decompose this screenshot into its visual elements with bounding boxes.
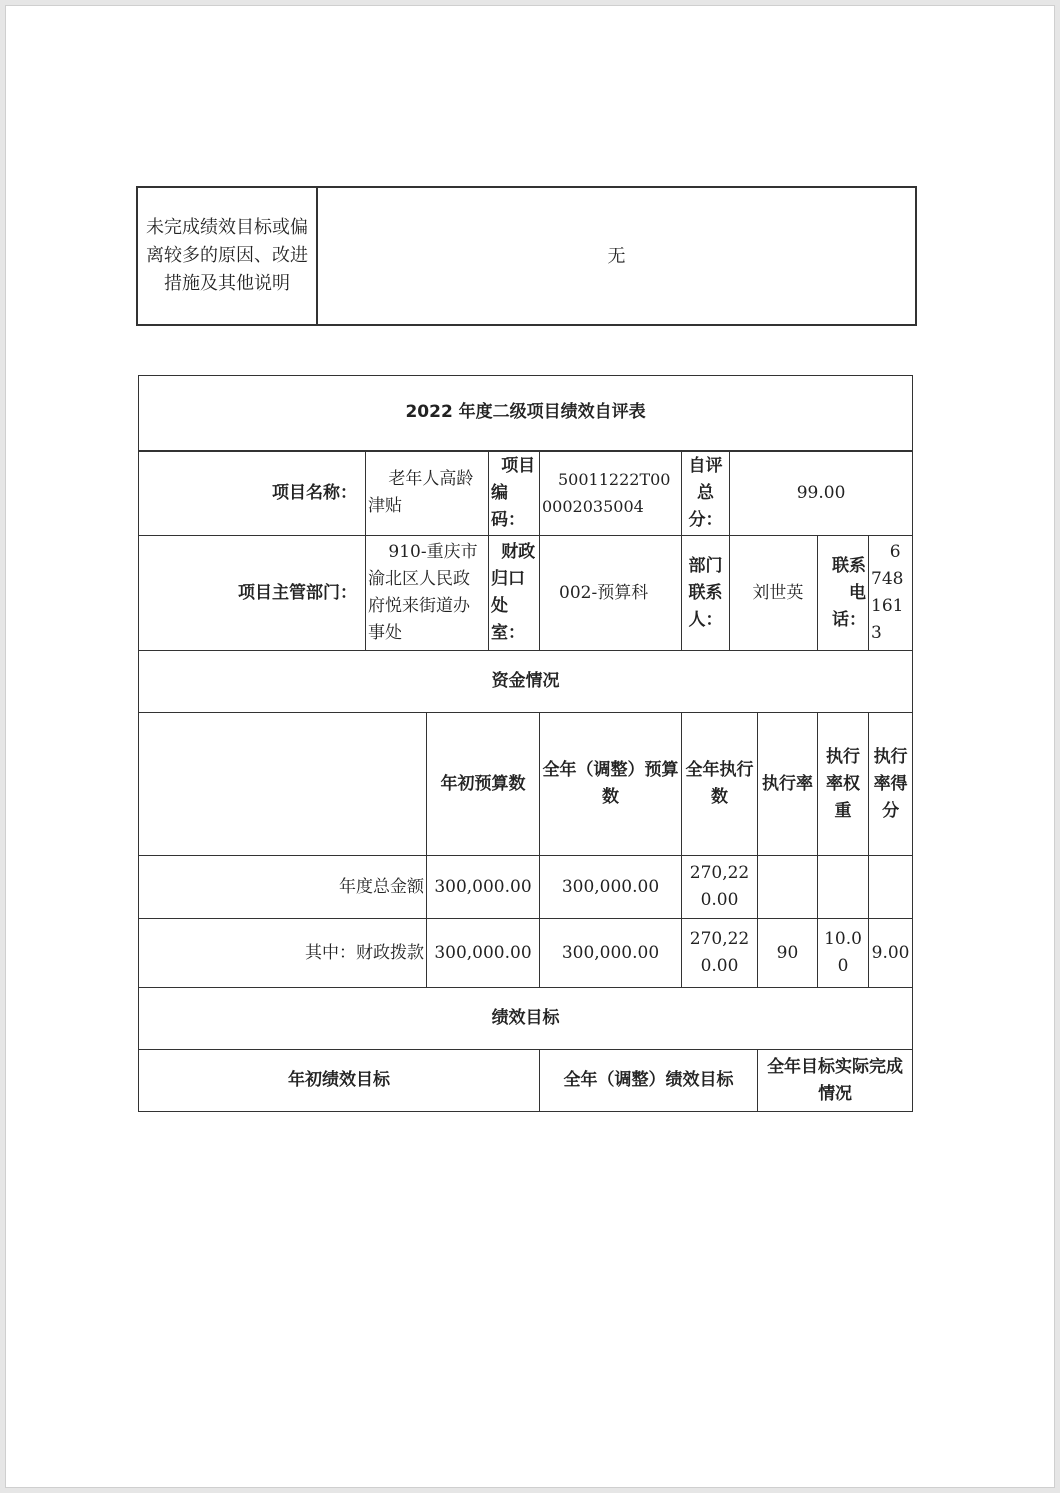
row-rate: 90	[758, 919, 818, 988]
row-rate-score: 9.00	[869, 919, 913, 988]
row-weight	[818, 856, 869, 919]
remarks-table	[136, 186, 917, 326]
row-weight: 10.00	[818, 919, 869, 988]
table-row	[139, 856, 913, 919]
score-label: 自评总分：	[682, 451, 730, 536]
row-adjusted: 300,000.00	[540, 919, 682, 988]
remarks-label: 未完成绩效目标或偏离较多的原因、改进措施及其他说明	[137, 187, 317, 325]
col-initial-budget: 年初预算数	[427, 713, 540, 856]
col-adjusted-budget: 全年（调整）预算数	[540, 713, 682, 856]
row-adjusted: 300,000.00	[540, 856, 682, 919]
project-name-label: 项目名称：	[139, 451, 366, 536]
col-exec-rate: 执行率	[758, 713, 818, 856]
finance-label: 财政归口处室：	[489, 536, 540, 651]
col-executed: 全年执行数	[682, 713, 758, 856]
row-executed: 270,220.00	[682, 919, 758, 988]
project-name-value: 老年人高龄津贴	[366, 451, 489, 536]
finance-value: 002-预算科	[540, 536, 682, 651]
row-label: 年度总金额	[139, 856, 427, 919]
project-code-value: 50011222T000002035004	[540, 451, 682, 536]
dept-value: 910-重庆市渝北区人民政府悦来街道办事处	[366, 536, 489, 651]
col-rate-weight: 执行率权重	[818, 713, 869, 856]
self-evaluation-table	[138, 375, 913, 1112]
col-actual-completion: 全年目标实际完成情况	[758, 1050, 913, 1112]
row-initial: 300,000.00	[427, 856, 540, 919]
col-adjusted-goal: 全年（调整）绩效目标	[540, 1050, 758, 1112]
funds-section-header: 资金情况	[139, 651, 913, 713]
dept-label: 项目主管部门：	[139, 536, 366, 651]
row-rate-score	[869, 856, 913, 919]
row-rate	[758, 856, 818, 919]
table-row	[139, 919, 913, 988]
form-title: 2022 年度二级项目绩效自评表	[139, 376, 913, 451]
col-initial-goal: 年初绩效目标	[139, 1050, 540, 1112]
funds-header-blank	[139, 713, 427, 856]
goals-section-header: 绩效目标	[139, 988, 913, 1050]
contact-value: 刘世英	[730, 536, 818, 651]
contact-label: 部门联系人：	[682, 536, 730, 651]
col-rate-score: 执行率得分	[869, 713, 913, 856]
remarks-value: 无	[317, 187, 916, 325]
row-initial: 300,000.00	[427, 919, 540, 988]
row-executed: 270,220.00	[682, 856, 758, 919]
project-code-label: 项目编码：	[489, 451, 540, 536]
phone-value: 67481613	[869, 536, 913, 651]
row-label: 其中：财政拨款	[139, 919, 427, 988]
phone-label: 联系电话：	[818, 536, 869, 651]
score-value: 99.00	[730, 451, 913, 536]
